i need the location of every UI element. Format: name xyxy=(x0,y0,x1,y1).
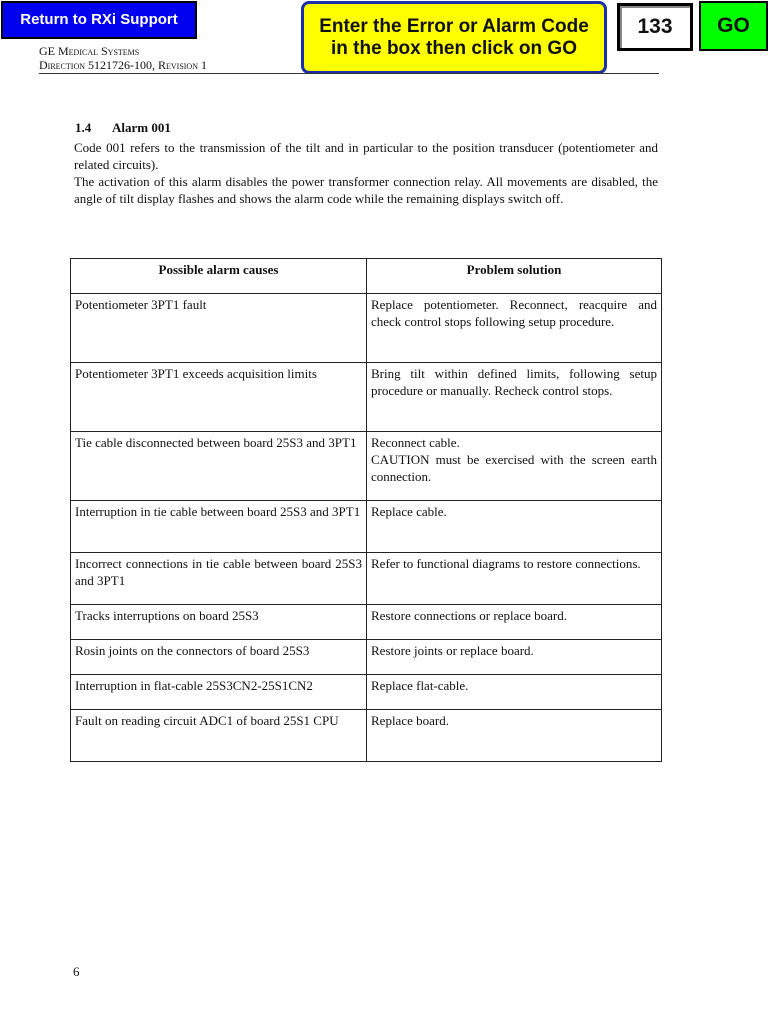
table-row xyxy=(71,605,662,640)
table-header-row xyxy=(71,259,662,294)
section-title: Alarm 001 xyxy=(112,120,171,135)
solution-cell xyxy=(367,432,662,501)
cause-cell: Incorrect connections in tie cable between board 25S3 and 3PT1 xyxy=(71,553,367,605)
solution-cell: Replace board. xyxy=(367,710,662,762)
body-paragraph: Code 001 refers to the transmission of the tilt and in particular to the position transducer (potentiometer and related circuits). xyxy=(74,140,658,172)
table-row xyxy=(71,363,662,432)
header-divider xyxy=(39,73,659,74)
solution-cell: Replace cable. xyxy=(367,501,662,553)
cause-cell: Rosin joints on the connectors of board 25S3 xyxy=(71,640,367,675)
caution-note: CAUTION must be exercised with the screen earth connection. xyxy=(371,452,657,484)
return-to-rxi-support-button[interactable]: Return to RXi Support xyxy=(1,1,197,39)
column-header-solution: Problem solution xyxy=(367,259,662,294)
body-paragraph: The activation of this alarm disables the power transformer connection relay. All movements are disabled, the angle of tilt display flashes and shows the alarm code while the remaining displays switch off. xyxy=(74,174,658,206)
section-body xyxy=(74,139,658,207)
table-row xyxy=(71,553,662,605)
cause-cell: Potentiometer 3PT1 exceeds acquisition limits xyxy=(71,363,367,432)
solution-cell: Bring tilt within defined limits, following setup procedure or manually. Recheck control stops. xyxy=(367,363,662,432)
section-number: 1.4 xyxy=(75,120,92,135)
table-row xyxy=(71,501,662,553)
instruction-line-2: in the box then click on GO xyxy=(331,37,577,59)
table-row xyxy=(71,640,662,675)
cause-cell: Tie cable disconnected between board 25S3 and 3PT1 xyxy=(71,432,367,501)
header-direction: Direction 5121726-100, Revision 1 xyxy=(39,58,207,72)
column-header-causes: Possible alarm causes xyxy=(71,259,367,294)
solution-cell: Refer to functional diagrams to restore connections. xyxy=(367,553,662,605)
page-number: 6 xyxy=(73,964,80,979)
alarm-causes-table xyxy=(70,258,662,762)
cause-cell: Tracks interruptions on board 25S3 xyxy=(71,605,367,640)
solution-cell: Restore joints or replace board. xyxy=(367,640,662,675)
solution-line: Reconnect cable. xyxy=(371,435,460,450)
cause-cell: Interruption in tie cable between board 25S3 and 3PT1 xyxy=(71,501,367,553)
table-row xyxy=(71,710,662,762)
cause-cell: Potentiometer 3PT1 fault xyxy=(71,294,367,363)
instruction-banner xyxy=(301,1,607,74)
table-row xyxy=(71,675,662,710)
section-heading xyxy=(75,120,171,136)
alarm-code-input[interactable] xyxy=(617,3,693,51)
solution-cell: Restore connections or replace board. xyxy=(367,605,662,640)
cause-cell: Fault on reading circuit ADC1 of board 25S1 CPU xyxy=(71,710,367,762)
instruction-line-1: Enter the Error or Alarm Code xyxy=(319,15,589,37)
go-button[interactable]: GO xyxy=(699,1,768,51)
solution-cell: Replace potentiometer. Reconnect, reacquire and check control stops following setup procedure. xyxy=(367,294,662,363)
solution-cell: Replace flat-cable. xyxy=(367,675,662,710)
table-row xyxy=(71,432,662,501)
table-row xyxy=(71,294,662,363)
header-organization: GE Medical Systems xyxy=(39,44,140,58)
cause-cell: Interruption in flat-cable 25S3CN2-25S1CN2 xyxy=(71,675,367,710)
